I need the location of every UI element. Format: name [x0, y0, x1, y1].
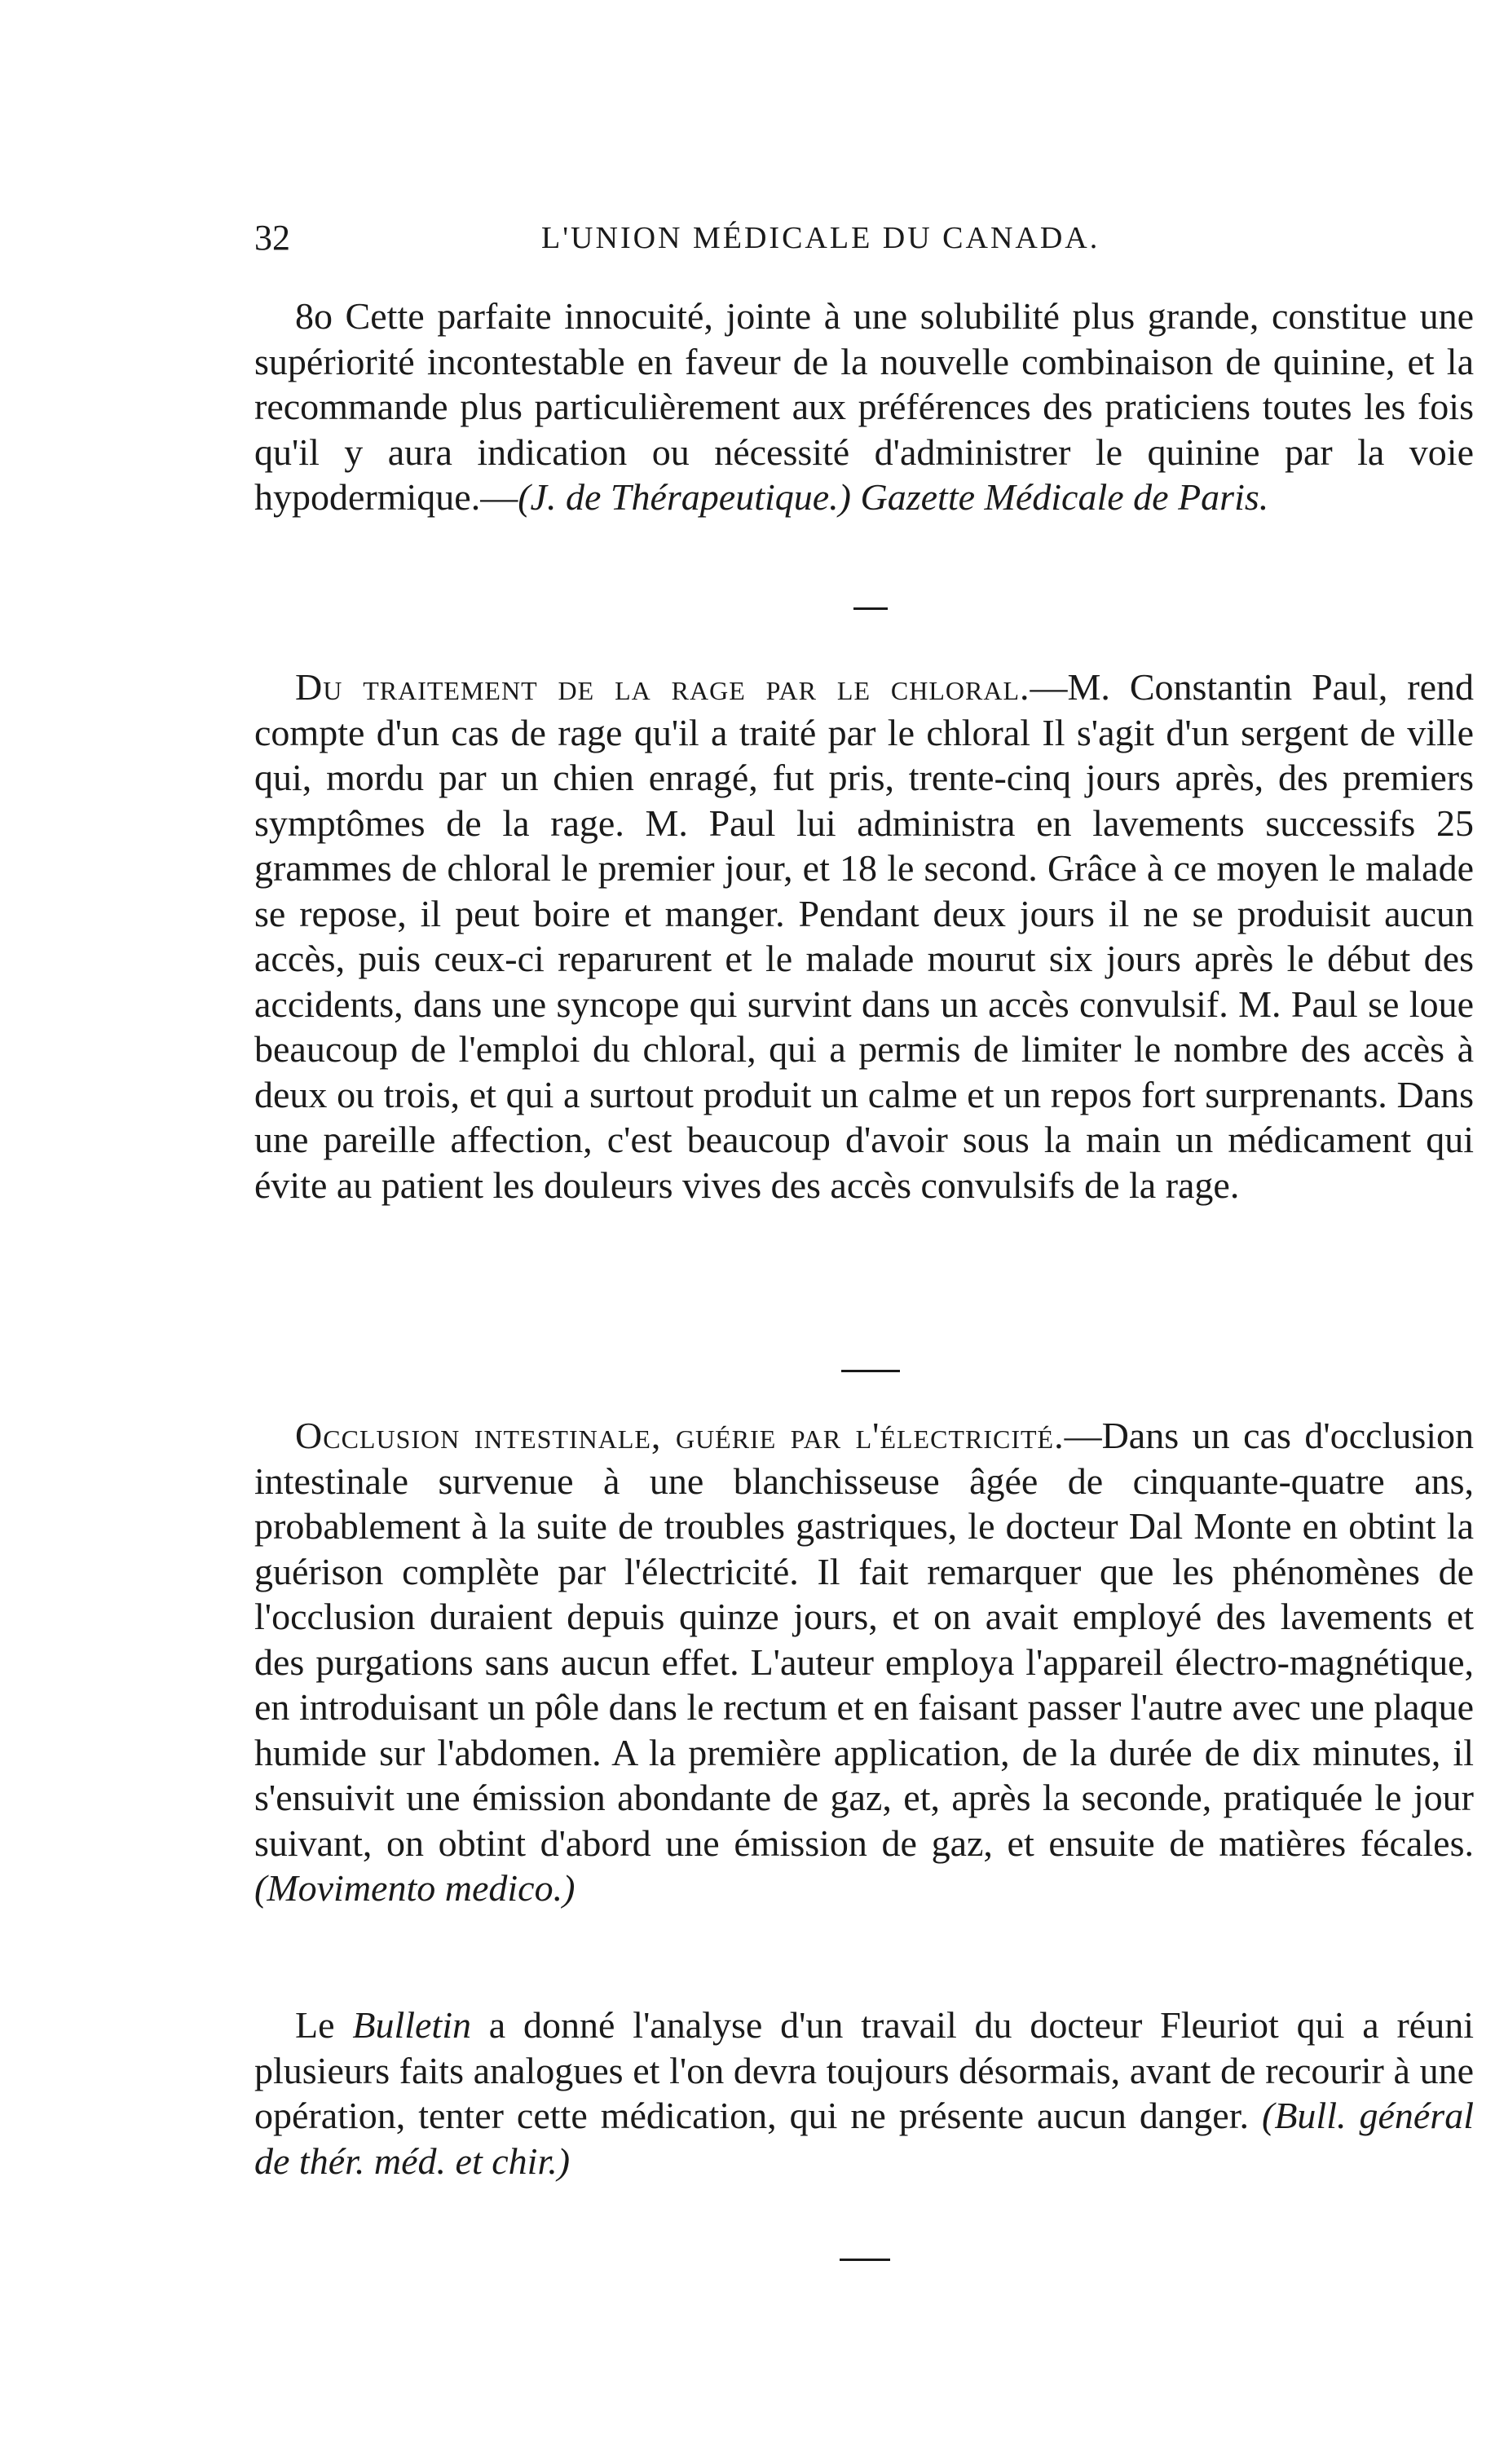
journal-name: Bulletin [352, 2004, 471, 2046]
article-occlusion [254, 1413, 1474, 1911]
running-title: L'UNION MÉDICALE DU CANADA. [541, 221, 1100, 255]
source: Gazette Médicale de Paris. [860, 476, 1269, 518]
citation: (J. de Thérapeutique.) [518, 476, 851, 518]
page-number: 32 [254, 218, 290, 258]
article-title: Occlusion intestinale, guérie par l'électricité. [295, 1415, 1065, 1456]
page-header [254, 214, 1477, 263]
paragraph-text: a donné l'analyse d'un travail du docteur Fleuriot qui a réuni plusieurs faits analogues et l'on devra toujours désormais, avant de recourir à une opération, tenter cette médication, qui ne présente aucun danger. [254, 2004, 1475, 2136]
text-before: Le [295, 2004, 353, 2046]
section-divider [841, 1370, 900, 1372]
section-divider [840, 2259, 890, 2261]
article-title: Du traitement de la rage par le chloral. [295, 666, 1030, 708]
paragraph-quinine [254, 294, 1474, 520]
paragraph-text: 8o Cette parfaite innocuité, jointe à une solubilité plus grande, constitue une supériorité incontestable en faveur de la nouvelle combinaison de quinine, et la recommande plus particulièrement aux préférences des praticiens toutes les fois qu'il y aura indication ou nécessité d'administrer le quinine par la voie hypodermique.— [254, 295, 1474, 518]
paragraph-bulletin [254, 2003, 1474, 2184]
article-rage-chloral [254, 665, 1474, 1208]
citation: (Bull. général de thér. méd. et chir.) [254, 2095, 1474, 2182]
article-text: —Dans un cas d'occlusion intestinale survenue à une blanchisseuse âgée de cinquante-quatre ans, probablement à la suite de troubles gastriques, le docteur Dal Monte en obtint la guérison complète par l'électricité. Il fait remarquer que les phénomènes de l'occlusion duraient depuis quinze jours, et on avait employé des lavements et des purgations sans aucun effet. L'auteur employa l'appareil électro-magnétique, en introduisant un pôle dans le rectum et en faisant passer l'autre avec une plaque humide sur l'abdomen. A la première application, de la durée de dix minutes, il s'ensuivit une émission abondante de gaz, et, après la seconde, pratiquée le jour suivant, on obtint d'abord une émission de gaz, et ensuite de matières fécales. [254, 1415, 1474, 1864]
citation: (Movimento medico.) [254, 1867, 576, 1909]
article-text: —M. Constantin Paul, rend compte d'un cas de rage qu'il a traité par le chloral Il s'agit d'un sergent de ville qui, mordu par un chien enragé, fut pris, trente-cinq jours après, des premiers symptômes de la rage. M. Paul lui administra en lavements successifs 25 grammes de chloral le premier jour, et 18 le second. Grâce à ce moyen le malade se repose, il peut boire et manger. Pendant deux jours il ne se produisit aucun accès, puis ceux-ci reparurent et le malade mourut six jours après le début des accidents, dans une syncope qui survint dans un accès convulsif. M. Paul se loue beaucoup de l'emploi du chloral, qui a permis de limiter le nombre des accès à deux ou trois, et qui a surtout produit un calme et un repos fort surprenants. Dans une pareille affection, c'est beaucoup d'avoir sous la main un médicament qui évite au patient les douleurs vives des accès convulsifs de la rage. [254, 666, 1474, 1206]
section-divider [853, 607, 888, 610]
